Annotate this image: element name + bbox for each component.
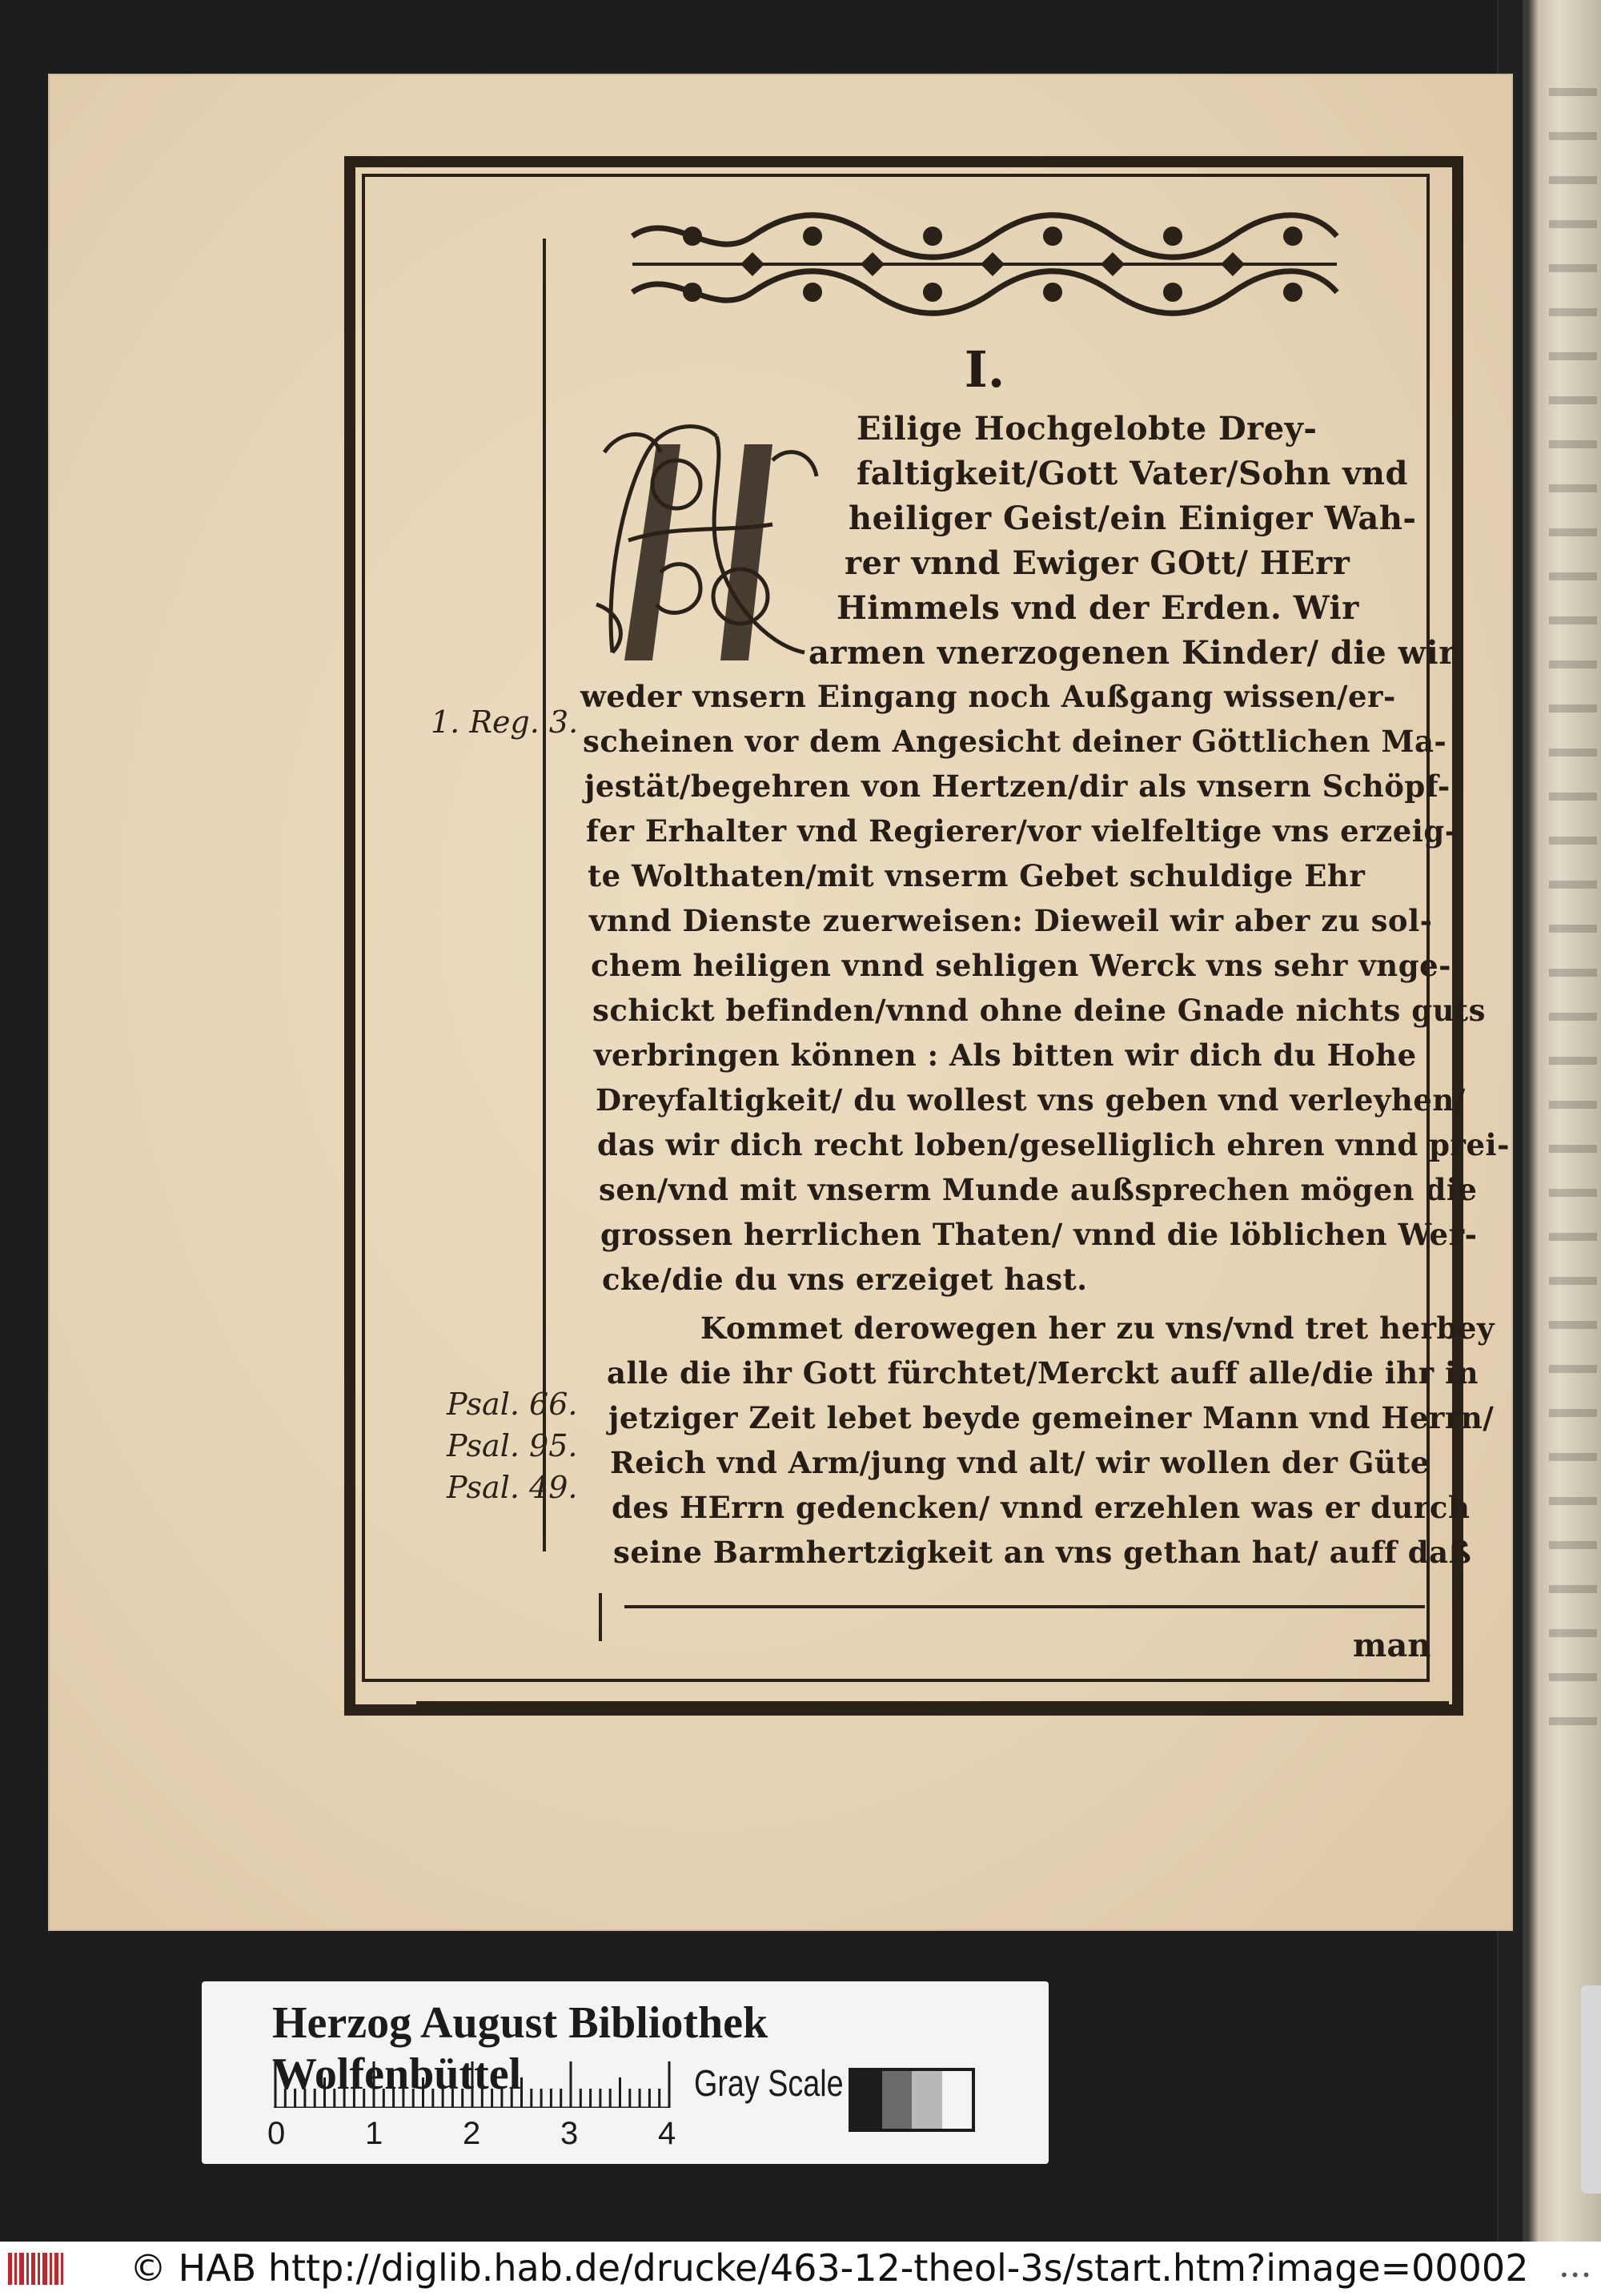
text-line: scheinen vor dem Angesicht deiner Göttlichen Ma- xyxy=(583,724,1447,759)
adjacent-page-text xyxy=(1549,88,1597,1729)
gray-patch-light xyxy=(912,2071,942,2129)
ruler-number: 2 xyxy=(463,2116,481,2151)
gray-patch-dark xyxy=(882,2071,913,2129)
chapter-number: I. xyxy=(964,340,1005,399)
text-line: te Wolthaten/mit vnserm Gebet schuldige Ehr xyxy=(588,858,1366,893)
footer-bar xyxy=(0,2242,1601,2296)
ruler-number: 4 xyxy=(658,2116,676,2151)
text-line: cke/die du vns erzeiget hast. xyxy=(602,1262,1088,1297)
gray-scale-label: Gray Scale xyxy=(694,2062,844,2104)
text-line: Dreyfaltigkeit/ du wollest vns geben vnd verleyhen/ xyxy=(596,1082,1466,1118)
ruler-number: 1 xyxy=(365,2116,383,2151)
ruler-number: 3 xyxy=(560,2116,579,2151)
text-line: Eilige Hochgelobte Drey- xyxy=(857,410,1318,448)
book-page xyxy=(48,74,1513,1931)
text-line: verbringen können : Als bitten wir dich du Hohe xyxy=(594,1038,1417,1073)
gray-scale-patches xyxy=(849,2068,975,2132)
text-line: rer vnnd Ewiger GOtt/ HErr xyxy=(845,544,1350,582)
frame-bottom-rule xyxy=(416,1701,1449,1709)
text-line: das wir dich recht loben/geselliglich ehren vnnd prei- xyxy=(597,1127,1510,1162)
rule-tick xyxy=(599,1593,602,1641)
adjacent-card-edge xyxy=(1581,1985,1601,2194)
hab-barcode-logo-icon xyxy=(6,2250,67,2288)
margin-note: 1. Reg. 3. xyxy=(431,704,579,740)
text-line: alle die ihr Gott fürchtet/Merckt auff alle/die ihr in xyxy=(607,1355,1479,1391)
text-line: faltigkeit/Gott Vater/Sohn vnd xyxy=(857,455,1408,492)
gray-patch-black xyxy=(852,2071,882,2129)
footer-overflow-marker: ••• xyxy=(1559,2266,1593,2285)
text-line: jestät/begehren von Hertzen/dir als vnsern Schöpf- xyxy=(584,769,1451,804)
text-line: fer Erhalter vnd Regierer/vor vielfeltige vns erzeig- xyxy=(586,813,1458,849)
margin-note: Psal. 49. xyxy=(447,1470,578,1505)
headpiece-ornament xyxy=(624,204,1345,324)
text-bottom-rule xyxy=(624,1605,1425,1608)
text-line: jetziger Zeit lebet beyde gemeiner Mann vnd Herrn/ xyxy=(608,1400,1495,1435)
footer-copyright-url[interactable]: © HAB http://diglib.hab.de/drucke/463-12-theol-3s/start.htm?image=00002 xyxy=(130,2246,1529,2290)
text-line: Kommet derowegen her zu vns/vnd tret herbey xyxy=(700,1311,1495,1346)
text-line: armen vnerzogenen Kinder/ die wir xyxy=(809,634,1456,672)
institution-name: Herzog August Bibliothek Wolfenbüttel xyxy=(272,1998,768,2099)
text-line: weder vnsern Eingang noch Außgang wissen/er- xyxy=(580,679,1396,714)
text-line: sen/vnd mit vnserm Munde außsprechen mögen die xyxy=(599,1172,1478,1207)
text-line: seine Barmhertzigkeit an vns gethan hat/ auff daß xyxy=(613,1535,1472,1570)
text-line: heiliger Geist/ein Einiger Wah- xyxy=(849,500,1417,537)
color-calibration-card xyxy=(202,1981,1049,2164)
text-line: schickt befinden/vnnd ohne deine Gnade nichts guts xyxy=(592,993,1486,1028)
margin-note: Psal. 95. xyxy=(447,1428,578,1463)
catchword: man xyxy=(1353,1627,1431,1664)
ruler-number: 0 xyxy=(267,2116,286,2151)
text-line: des HErrn gedencken/ vnnd erzehlen was er durch xyxy=(612,1490,1471,1525)
text-line: grossen herrlichen Thaten/ vnnd die löblichen Wer- xyxy=(600,1217,1478,1252)
gray-patch-white xyxy=(942,2071,973,2129)
margin-column-rule xyxy=(543,239,546,1551)
text-line: chem heiligen vnnd sehligen Werck vns sehr vnge- xyxy=(591,948,1451,983)
text-line: Himmels vnd der Erden. Wir xyxy=(837,589,1359,627)
margin-note: Psal. 66. xyxy=(447,1387,578,1422)
decorated-initial-h-icon xyxy=(580,412,825,676)
text-line: vnnd Dienste zuerweisen: Dieweil wir aber zu sol- xyxy=(589,903,1433,938)
text-line: Reich vnd Arm/jung vnd alt/ wir wollen der Güte xyxy=(610,1445,1430,1480)
